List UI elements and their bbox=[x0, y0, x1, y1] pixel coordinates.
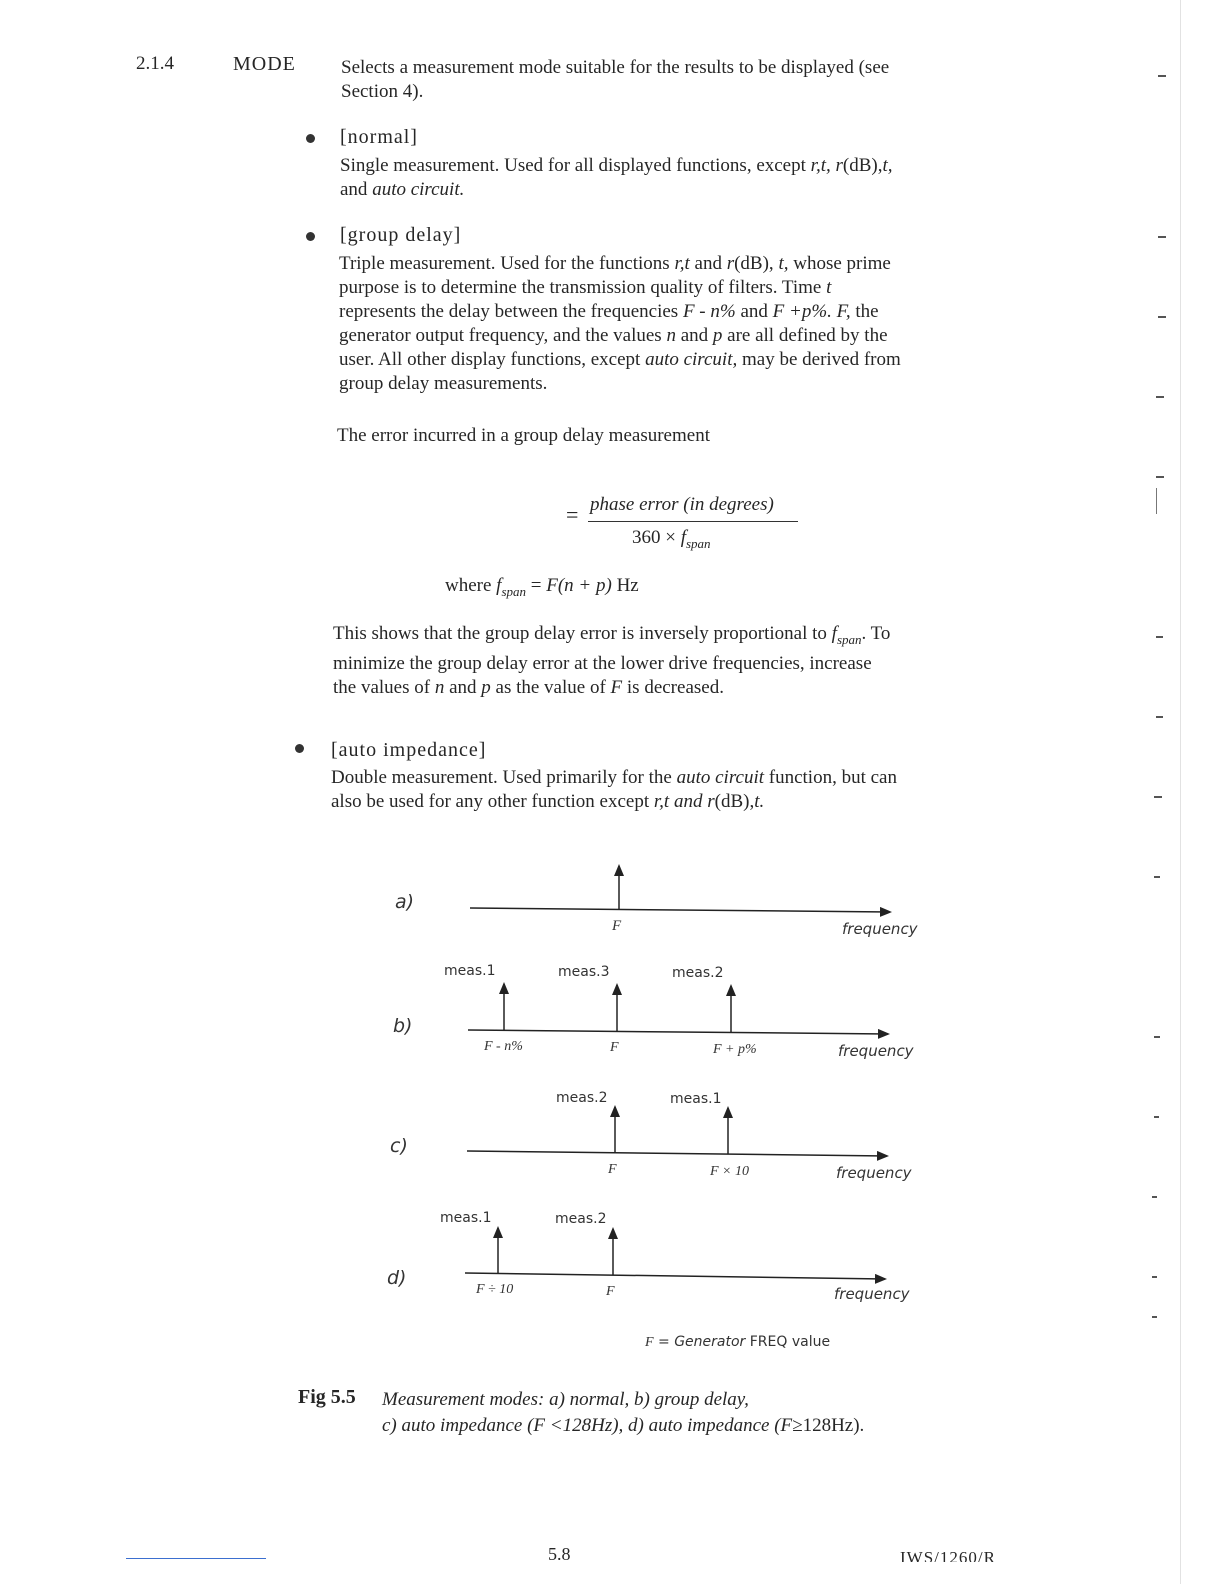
page-number: 5.8 bbox=[548, 1544, 571, 1564]
figure-caption bbox=[382, 1387, 864, 1439]
normal-text-r: r bbox=[830, 155, 843, 176]
scan-mark bbox=[1154, 796, 1162, 798]
where-hz: Hz bbox=[611, 575, 639, 596]
shows-text: is decreased. bbox=[622, 676, 724, 698]
panel-c-meas1: meas.1 bbox=[670, 1091, 722, 1107]
ai-text-t: t. bbox=[754, 791, 765, 812]
gd-text: the bbox=[850, 301, 879, 322]
scan-mark bbox=[1152, 1316, 1157, 1318]
shows-text: as the value of bbox=[490, 676, 611, 698]
section-number: 2.1.4 bbox=[136, 53, 174, 74]
panel-d-axis-label: frequency bbox=[834, 1285, 910, 1303]
gd-text-f-plus-p: F +p%. bbox=[772, 301, 832, 322]
panel-d bbox=[387, 1210, 911, 1303]
normal-text-t: t, bbox=[882, 155, 893, 176]
where-fnp: F(n + p) bbox=[546, 575, 612, 596]
gd-text-p: p bbox=[712, 325, 723, 346]
caption-ge-symbol: ≥ bbox=[792, 1415, 803, 1436]
gd-text: whose prime bbox=[788, 253, 891, 274]
panel-a-label: a) bbox=[395, 891, 415, 913]
panel-a-axis-label: frequency bbox=[842, 920, 918, 938]
figure-caption-label: Fig 5.5 bbox=[298, 1386, 356, 1408]
normal-text: Single measurement. Used for all displayed functions, except bbox=[340, 155, 811, 176]
where-equals: = bbox=[526, 575, 547, 596]
scan-mark bbox=[1154, 1116, 1159, 1118]
shows-to: . To bbox=[861, 623, 891, 644]
section-intro-line-1: Selects a measurement mode suitable for the results to be displayed (see bbox=[341, 57, 890, 78]
shows-span: span bbox=[836, 631, 862, 647]
panel-a-tick-F: F bbox=[612, 918, 622, 934]
ai-text-rt: r,t bbox=[653, 791, 670, 812]
normal-text-and: and bbox=[340, 179, 373, 200]
shows-p: p bbox=[481, 676, 491, 698]
gd-text: user. All other display functions, except bbox=[339, 349, 646, 370]
panel-b-axis-label: frequency bbox=[838, 1042, 914, 1060]
panel-c-meas2: meas.2 bbox=[556, 1090, 608, 1106]
shows-text: This shows that the group delay error is inversely proportional to bbox=[333, 623, 832, 644]
denominator-span: span bbox=[686, 535, 711, 551]
scan-mark bbox=[1154, 876, 1160, 878]
scan-mark bbox=[1156, 636, 1163, 638]
ai-text-db: (dB), bbox=[714, 791, 755, 812]
legend-generator: Generator bbox=[674, 1334, 746, 1350]
auto-impedance-heading: [auto impedance] bbox=[331, 739, 487, 761]
gd-text: generator output frequency, and the values bbox=[339, 325, 667, 346]
shows-f: f bbox=[831, 623, 837, 644]
legend-F: F bbox=[645, 1335, 654, 1350]
panel-d-axis bbox=[465, 1273, 885, 1279]
figure-legend bbox=[644, 1334, 830, 1350]
denominator-f: f bbox=[680, 527, 686, 548]
gd-text: are all defined by the bbox=[722, 325, 888, 346]
shows-text: and bbox=[444, 676, 482, 698]
gd-text: may be derived from bbox=[737, 349, 901, 370]
ai-text: function, but can bbox=[764, 767, 897, 788]
normal-text-rt: r,t, bbox=[810, 155, 831, 176]
panel-b bbox=[393, 963, 915, 1060]
scan-mark bbox=[1152, 1196, 1157, 1198]
gd-text: and bbox=[735, 301, 773, 322]
gd-text-n: n bbox=[666, 325, 676, 346]
denominator-360: 360 × bbox=[632, 527, 681, 548]
panel-d-tick-left: F ÷ 10 bbox=[476, 1282, 514, 1297]
gd-text: and bbox=[689, 253, 727, 274]
panel-c-label: c) bbox=[390, 1135, 408, 1157]
panel-a bbox=[395, 866, 919, 938]
normal-text-db: (dB), bbox=[842, 155, 883, 176]
caption-line-2-text: c) auto impedance (F <128Hz), d) auto impedance (F bbox=[382, 1415, 793, 1436]
gd-text-t: t, bbox=[778, 253, 789, 274]
gd-text-rt: r,t bbox=[674, 253, 690, 274]
scan-mark bbox=[1158, 236, 1166, 238]
equation-equals: = bbox=[566, 502, 579, 527]
gd-text: (dB), bbox=[734, 253, 779, 274]
panel-d-tick-mid: F bbox=[606, 1284, 615, 1299]
footer-rule bbox=[126, 1558, 266, 1559]
ai-text-r: r bbox=[707, 791, 715, 812]
ai-text: Double measurement. Used primarily for the bbox=[331, 767, 677, 788]
error-intro: The error incurred in a group delay measurement bbox=[337, 425, 710, 446]
scan-mark bbox=[1156, 488, 1157, 514]
panel-d-meas2: meas.2 bbox=[555, 1211, 607, 1227]
scan-mark bbox=[1156, 396, 1164, 398]
panel-b-tick-left: F - n% bbox=[484, 1039, 523, 1054]
shows-F: F bbox=[610, 676, 623, 698]
where-span: span bbox=[501, 583, 527, 599]
panel-b-tick-mid: F bbox=[610, 1040, 619, 1055]
scan-edge-line bbox=[1180, 0, 1181, 1584]
gd-line-6: group delay measurements. bbox=[339, 373, 548, 394]
panel-c-tick-mid: F bbox=[608, 1162, 617, 1177]
panel-b-axis bbox=[468, 1030, 888, 1034]
scan-mark bbox=[1158, 75, 1166, 77]
gd-text: purpose is to determine the transmission quality of filters. Time bbox=[339, 277, 822, 298]
panel-b-tick-right: F + p% bbox=[713, 1042, 757, 1057]
where-f: f bbox=[496, 575, 502, 596]
gd-text: and bbox=[675, 325, 713, 346]
ai-text-auto-circuit: auto circuit bbox=[676, 767, 765, 788]
panel-b-meas1: meas.1 bbox=[444, 963, 496, 979]
where-text: where bbox=[445, 575, 497, 596]
scan-mark bbox=[1156, 476, 1164, 478]
scan-mark bbox=[1156, 716, 1163, 718]
legend-equals: = bbox=[653, 1334, 675, 1350]
scan-mark bbox=[1158, 316, 1166, 318]
shows-text: the values of bbox=[333, 676, 435, 698]
caption-line-2-end: 128Hz). bbox=[802, 1415, 865, 1436]
gd-text-r: r bbox=[726, 253, 735, 274]
panel-a-axis bbox=[470, 908, 890, 912]
panel-c-axis-label: frequency bbox=[836, 1164, 912, 1182]
gd-text-t: t bbox=[826, 277, 832, 298]
caption-line-2 bbox=[382, 1413, 864, 1439]
gd-text: Triple measurement. Used for the functions bbox=[339, 253, 675, 274]
document-reference: IWS/1260/R bbox=[900, 1548, 996, 1562]
panel-c bbox=[390, 1090, 913, 1182]
section-title: MODE bbox=[233, 53, 296, 75]
scan-mark bbox=[1152, 1276, 1157, 1278]
gd-text-auto-circuit: auto circuit, bbox=[645, 349, 738, 370]
caption-line-1: Measurement modes: a) normal, b) group delay, bbox=[382, 1389, 749, 1410]
legend-freq-value: FREQ value bbox=[745, 1334, 831, 1350]
panel-b-label: b) bbox=[393, 1015, 413, 1037]
panel-d-meas1: meas.1 bbox=[440, 1210, 492, 1226]
panel-c-tick-right: F × 10 bbox=[710, 1164, 749, 1179]
ai-text: also be used for any other function except bbox=[331, 791, 654, 812]
panel-b-meas2: meas.2 bbox=[672, 965, 724, 981]
scan-mark bbox=[1154, 1036, 1160, 1038]
panel-c-axis bbox=[467, 1151, 887, 1156]
panel-b-meas3: meas.3 bbox=[558, 964, 610, 980]
gd-text-f: F, bbox=[831, 301, 851, 322]
ai-text-and: and bbox=[669, 791, 708, 812]
shows-n: n bbox=[434, 676, 445, 698]
section-intro-line-2: Section 4). bbox=[341, 81, 424, 102]
normal-text-auto-circuit: auto circuit. bbox=[372, 179, 465, 200]
gd-text: represents the delay between the frequencies bbox=[339, 301, 683, 322]
group-delay-heading: [group delay] bbox=[340, 224, 462, 246]
equation-numerator: phase error (in degrees) bbox=[590, 494, 774, 515]
shows-line-2: minimize the group delay error at the lower drive frequencies, increase bbox=[333, 652, 872, 674]
panel-d-label: d) bbox=[387, 1267, 407, 1289]
normal-heading: [normal] bbox=[340, 126, 418, 148]
gd-text-f-minus-n: F - n% bbox=[682, 301, 736, 322]
